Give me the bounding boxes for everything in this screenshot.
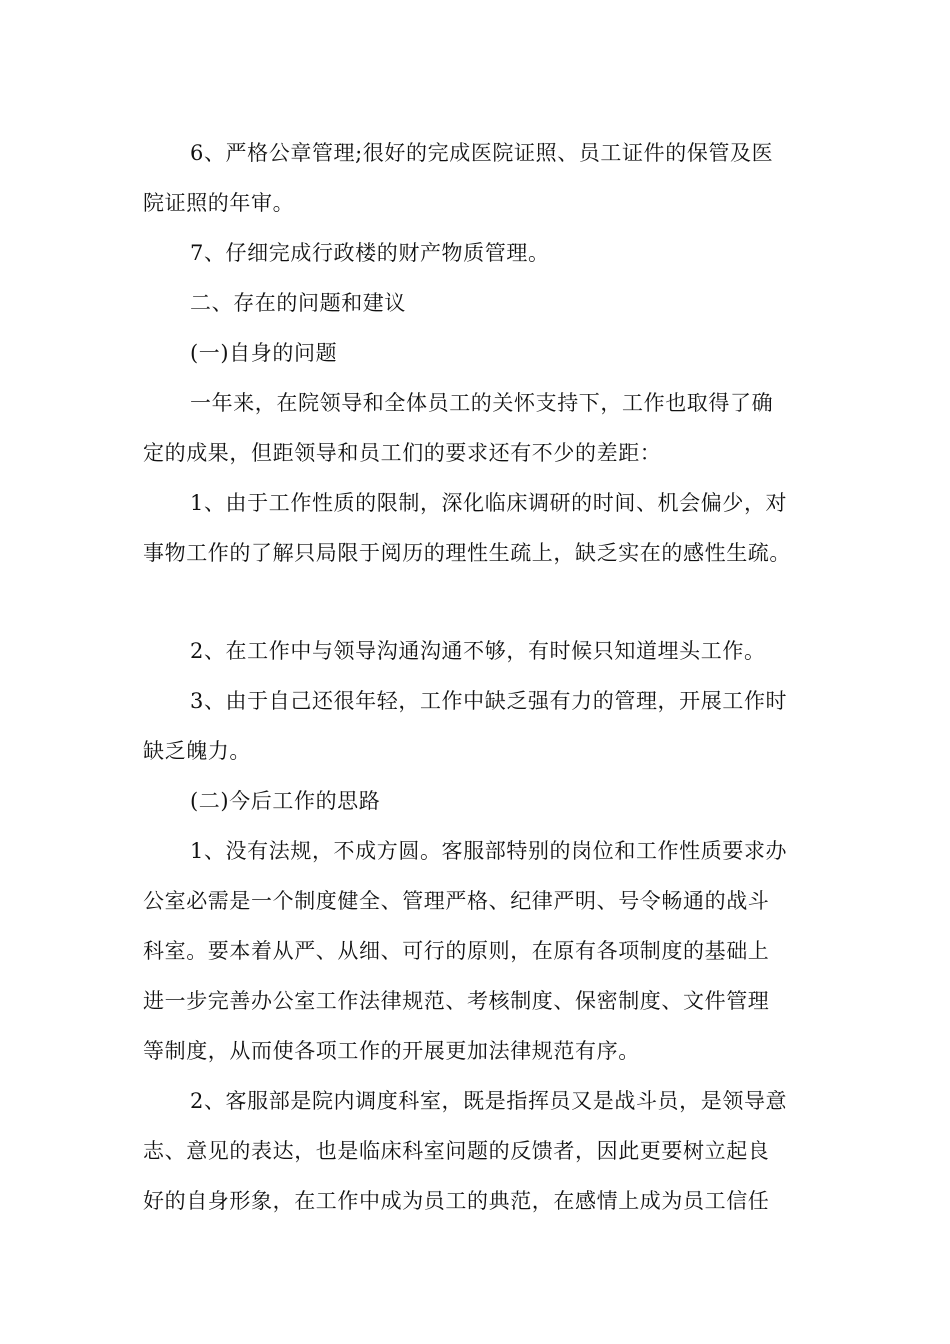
idea-1-line-2: 公室必需是一个制度健全、管理严格、纪律严明、号令畅通的战斗 — [143, 889, 770, 913]
intro-line-2: 定的成果，但距领导和员工们的要求还有不少的差距： — [143, 441, 662, 465]
idea-2-line-1: 2、客服部是院内调度科室，既是指挥员又是战斗员，是领导意 — [190, 1089, 788, 1113]
idea-2-line-3: 好的自身形象，在工作中成为员工的典范，在感情上成为员工信任 — [143, 1189, 770, 1213]
problem-3-line-2: 缺乏魄力。 — [143, 739, 251, 763]
paragraph-7: 7、仔细完成行政楼的财产物质管理。 — [190, 241, 550, 265]
problem-2: 2、在工作中与领导沟通沟通不够，有时候只知道埋头工作。 — [190, 639, 766, 663]
idea-1-line-3: 科室。要本着从严、从细、可行的原则，在原有各项制度的基础上 — [143, 939, 770, 963]
subsection-heading-2: (二)今后工作的思路 — [190, 789, 381, 813]
paragraph-6-line-2: 院证照的年审。 — [143, 191, 295, 215]
idea-2-line-2: 志、意见的表达，也是临床科室问题的反馈者，因此更要树立起良 — [143, 1139, 770, 1163]
paragraph-6-line-1: 6、严格公章管理;很好的完成医院证照、员工证件的保管及医 — [190, 141, 774, 165]
subsection-heading-1: (一)自身的问题 — [190, 341, 338, 365]
section-heading-2: 二、存在的问题和建议 — [190, 291, 406, 315]
idea-1-line-4: 进一步完善办公室工作法律规范、考核制度、保密制度、文件管理 — [143, 989, 770, 1013]
problem-1-line-1: 1、由于工作性质的限制，深化临床调研的时间、机会偏少，对 — [190, 491, 788, 515]
intro-line-1: 一年来，在院领导和全体员工的关怀支持下，工作也取得了确 — [190, 391, 774, 415]
idea-1-line-5: 等制度，从而使各项工作的开展更加法律规范有序。 — [143, 1039, 640, 1063]
problem-1-line-2: 事物工作的了解只局限于阅历的理性生疏上，缺乏实在的感性生疏。 — [143, 541, 791, 565]
problem-3-line-1: 3、由于自己还很年轻，工作中缺乏强有力的管理，开展工作时 — [190, 689, 788, 713]
idea-1-line-1: 1、没有法规，不成方圆。客服部特别的岗位和工作性质要求办 — [190, 839, 788, 863]
